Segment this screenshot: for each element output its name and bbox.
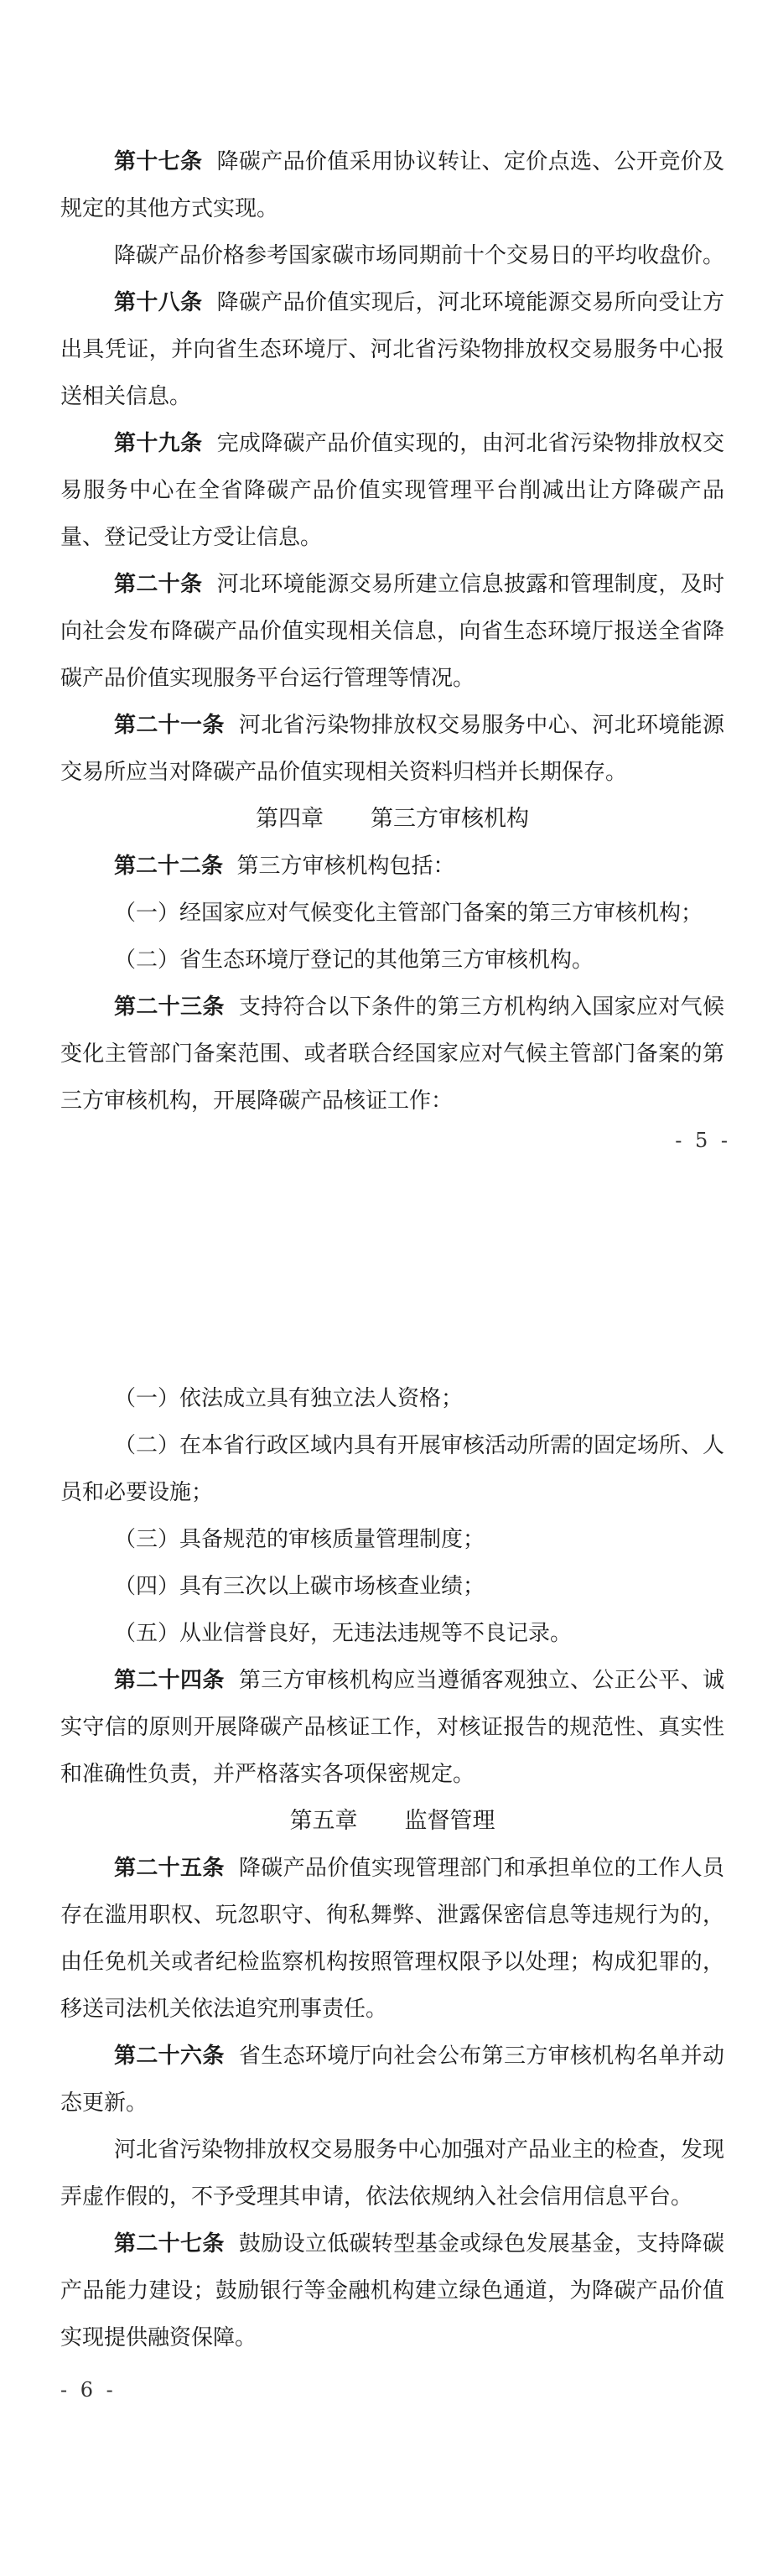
article-27	[60, 2220, 724, 2361]
chapter-5-heading	[60, 1798, 724, 1845]
article-25	[60, 1845, 724, 2033]
article-18-text: 降碳产品价值实现后，河北环境能源交易所向受让方出具凭证，并向省生态环境厅、河北省污染物排放权交易服务中心报送相关信息。	[60, 290, 724, 409]
chapter-5-number: 第五章	[289, 1808, 358, 1834]
article-22-item-2: （二）省生态环境厅登记的其他第三方审核机构。	[114, 948, 594, 973]
article-17-paragraph-2: 降碳产品价格参考国家碳市场同期前十个交易日的平均收盘价。	[114, 243, 725, 268]
article-19	[60, 420, 724, 561]
chapter-4-heading	[60, 796, 724, 843]
article-19-heading: 第十九条	[114, 431, 203, 456]
article-23-item-2: （二）在本省行政区域内具有开展审核活动所需的固定场所、人员和必要设施；	[60, 1433, 725, 1505]
article-23-text: 支持符合以下条件的第三方机构纳入国家应对气候变化主管部门备案范围、或者联合经国家应对气候主管部门备案的第三方审核机构，开展降碳产品核证工作：	[60, 995, 724, 1114]
page-number-5: - 5 -	[675, 1129, 731, 1152]
article-22-heading: 第二十二条	[114, 854, 224, 879]
article-17-text: 降碳产品价值采用协议转让、定价点选、公开竞价及规定的其他方式实现。	[60, 149, 724, 221]
article-18-heading: 第十八条	[114, 290, 203, 315]
article-23-item-1: （一）依法成立具有独立法人资格；	[114, 1386, 464, 1411]
article-27-text: 鼓励设立低碳转型基金或绿色发展基金，支持降碳产品能力建设；鼓励银行等金融机构建立绿色通道，为降碳产品价值实现提供融资保障。	[60, 2231, 724, 2350]
article-26-heading: 第二十六条	[114, 2044, 225, 2069]
page-number-6: - 6 -	[60, 2378, 117, 2402]
article-17-heading: 第十七条	[114, 149, 203, 174]
document-page-6	[0, 1288, 778, 2576]
article-21-heading: 第二十一条	[114, 713, 225, 738]
article-23-heading: 第二十三条	[114, 995, 225, 1020]
article-17	[60, 138, 724, 232]
article-22-item-1: （一）经国家应对气候变化主管部门备案的第三方审核机构；	[114, 901, 703, 926]
article-20-text: 河北环境能源交易所建立信息披露和管理制度，及时向社会发布降碳产品价值实现相关信息，向省生态环境厅报送全省降碳产品价值实现服务平台运行管理等情况。	[60, 572, 724, 691]
page-5-body	[60, 138, 724, 1124]
article-20-heading: 第二十条	[114, 572, 203, 597]
article-23-item-4: （四）具有三次以上碳市场核查业绩；	[114, 1574, 485, 1599]
chapter-5-title: 监督管理	[404, 1808, 495, 1834]
article-26	[60, 2033, 724, 2127]
article-25-text: 降碳产品价值实现管理部门和承担单位的工作人员存在滥用职权、玩忽职守、徇私舞弊、泄露保密信息等违规行为的，由任免机关或者纪检监察机构按照管理权限予以处理；构成犯罪的，移送司法机关依法追究刑事责任。	[60, 1856, 724, 2022]
article-23-item-3: （三）具备规范的审核质量管理制度；	[114, 1527, 485, 1552]
article-23	[60, 984, 724, 1124]
chapter-4-title: 第三方审核机构	[371, 806, 529, 832]
article-24	[60, 1657, 724, 1798]
chapter-4-number: 第四章	[256, 806, 324, 832]
article-23-item-5: （五）从业信誉良好，无违法违规等不良记录。	[114, 1621, 573, 1646]
article-21-text: 河北省污染物排放权交易服务中心、河北环境能源交易所应当对降碳产品价值实现相关资料归档并长期保存。	[60, 713, 724, 785]
article-22-text: 第三方审核机构包括：	[236, 854, 455, 879]
article-18	[60, 279, 724, 420]
article-21	[60, 702, 724, 796]
article-24-text: 第三方审核机构应当遵循客观独立、公正公平、诚实守信的原则开展降碳产品核证工作，对核证报告的规范性、真实性和准确性负责，并严格落实各项保密规定。	[60, 1668, 724, 1787]
article-26-paragraph-2: 河北省污染物排放权交易服务中心加强对产品业主的检查，发现弄虚作假的，不予受理其申请，依法依规纳入社会信用信息平台。	[60, 2137, 725, 2210]
article-27-heading: 第二十七条	[114, 2231, 225, 2257]
article-25-heading: 第二十五条	[114, 1856, 225, 1881]
page-6-body	[60, 1375, 724, 2361]
article-26-text: 省生态环境厅向社会公布第三方审核机构名单并动态更新。	[60, 2044, 724, 2116]
article-19-text: 完成降碳产品价值实现的，由河北省污染物排放权交易服务中心在全省降碳产品价值实现管理平台削减出让方降碳产品量、登记受让方受让信息。	[60, 431, 724, 550]
article-22	[60, 843, 724, 890]
article-24-heading: 第二十四条	[114, 1668, 225, 1693]
article-20	[60, 561, 724, 702]
